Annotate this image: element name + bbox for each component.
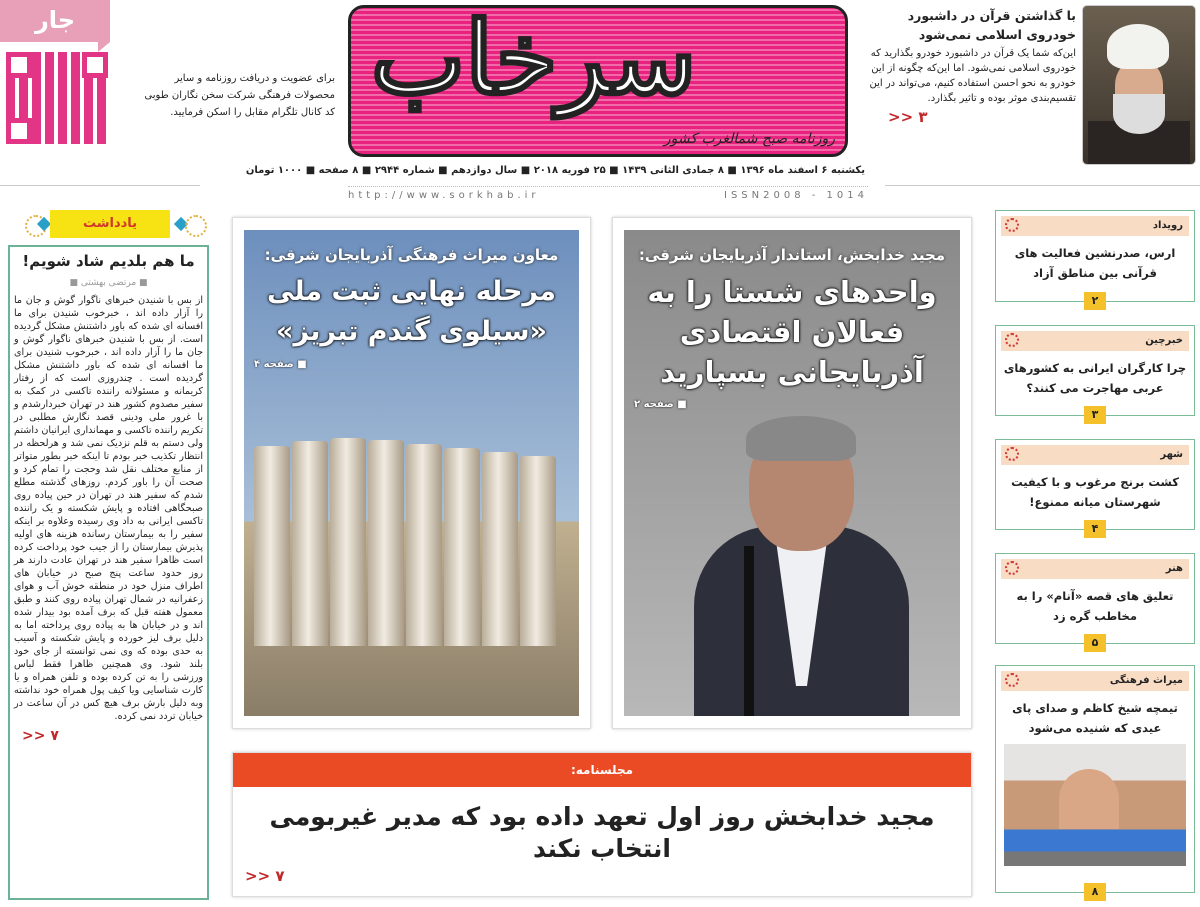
sidebar-item[interactable] [995,210,1195,307]
ornament-icon [1005,218,1019,232]
top-story [858,6,1076,126]
logo-title: سرخاب [371,5,697,117]
note-more-link[interactable]: ۷ << [22,728,59,744]
sidebar-category: شهر [1160,449,1183,460]
sidebar-title[interactable]: تعلیق های قصه «آنام» را به مخاطب گره زد [1016,589,1174,623]
top-story-body: این‌که شما یک قرآن در داشبورد خودرو بگذارید که خودروی اسلامی نمی‌شود. اما این‌که چگونه از این خودرو به نحو احسن استفاده کنیم، می‌تواند در این تقسیم‌بندی موثر بوده و تاثیر بگذارد. [869,48,1076,104]
page-number-badge: ۲ [1084,292,1106,310]
feature-page-ref[interactable]: ■ صفحه ۴ [254,359,307,370]
bottom-story-headline[interactable]: مجید خدابخش روز اول تعهد داده بود که مدیر غیربومی انتخاب نکند [269,802,935,863]
logo-subtitle: روزنامه صبح شمالغرب کشور [663,131,835,147]
sidebar-item[interactable] [995,325,1195,421]
feature-card-silo[interactable] [232,217,591,729]
governor-photo [624,230,960,716]
feature-headline[interactable]: واحدهای شستا را به فعالان اقتصادی آذربایجانی بسپارید [647,275,937,389]
timcheh-photo [1004,744,1186,866]
note-tag: یادداشت [50,210,170,238]
ornament-icon [1005,333,1019,347]
ornament-icon [185,215,207,237]
page-number-badge: ۸ [1084,883,1106,901]
sidebar-category: خبرچین [1145,335,1183,346]
top-story-photo [1082,5,1196,165]
bottom-story[interactable] [232,752,972,897]
sidebar-item[interactable] [995,665,1195,898]
note-author: ■ مرتضی بهشتی ■ [69,278,148,288]
page-number-badge: ۵ [1084,634,1106,652]
feature-headline[interactable]: مرحله نهایی ثبت ملی «سیلوی گندم تبریز» [267,276,556,347]
feature-card-governor[interactable] [612,217,972,729]
divider [885,185,1200,186]
issn: ISSN2008 - 1014 [724,190,868,201]
divider [0,185,200,186]
page-number-badge: ۳ [1084,406,1106,424]
sidebar-title[interactable]: ارس، صدرنشین فعالیت های قرآنی بین مناطق آزاد [1014,246,1176,280]
page-number-badge: ۴ [1084,520,1106,538]
qr-code[interactable] [6,52,108,144]
sidebar-category: رویداد [1152,220,1183,231]
editorial-note [5,210,212,900]
sidebar-category: میراث فرهنگی [1109,675,1183,686]
sidebar-category: هنر [1165,563,1183,574]
note-body: از بس با شنیدن خبرهای ناگوار گوش و جان ما را آزار داده اند ، خبرخوب شنیدن برای ما افسانه ای شده که باور داشتنش مشکل گردیده است. از بس با شنیدن خبرهای ناگوار گوش و جان ما را آزار داده اند ، خبرخوب شنیدن برای ما افسانه ای شده که باور داشتنش مشکل گردیده است . چندروزی است که از رفتار کریمانه و مسئولانه راننده تاکسی در کمک به سفیر مصدوم کشور هند در تهران خبردارشدم و با غرور ملی ودینی قصد نگارش مطلبی در تکریم راننده تاکسی و مهمانداری ایرانیان داشتم ولی دستم به قلم نزدیک نمی شد و هرلحظه در انتظار تکذیب خبر بودم تا اینکه خبر بطور متواتر از منابع مختلف نقل شد وحجت را تمام کرد و صحت آن را باور کردم. روزهای گذشته مطلع شدم که سفیر هند در تهران در حین پیاده روی صبحگاهی افتاده و پایش شکسته و یک راننده تاکسی ایرانی به داد وی رسیده وعلاوه بر اینکه سفیر را به بیمارستان رسانده هزینه های اولیه پذیرش بیمارستان را از جیب خود پرداخت کرده است ظاهرا سفیر هند در تهران عادت دارند هر روز حدود ساعت پنج صبح در خیابان های اطراف منزل خود در منطقه خوش آب و هوای زعفرانیه در شمال تهران پیاده روی کنند و طبق معمول هفته قبل که برف آمده بود بیدار شده اند و در خیابان ها به پیاده روی پرداخته اما به دلیل برف لیز خورده و پایش شکسته و آسیب به حدی بوده که وی نمی توانسته از جای خود بلند شود. وی همچنین ظاهرا فقط لباس ورزشی را به تن کرده بوده و تلفن همراه و یا کارت شناسایی ویا کیف پول همراه خود نداشته وبه دلیل بارش برف هیچ کس در آن ساعت در خیابان تردد نمی کرده. [14,295,203,722]
top-story-more-link[interactable]: ۳ << [888,108,928,126]
note-title[interactable]: ما هم بلدیم شاد شویم! [22,252,195,270]
sidebar-title[interactable]: کشت برنج مرغوب و با کیفیت شهرستان میانه ممنوع! [1011,475,1179,509]
sidebar-item[interactable] [995,553,1195,649]
telegram-promo: برای عضویت و دریافت روزنامه و سایر محصولات فرهنگی شرکت سخن نگاران طوبی کد کانال تلگرام مقابل را اسکن فرمایید. [144,73,335,118]
sidebar-title[interactable]: چرا کارگران ایرانی به کشورهای عربی مهاجرت می کنند؟ [1003,361,1187,395]
url-row [348,186,868,201]
newspaper-logo [348,5,848,157]
sidebar-title[interactable]: تیمچه شیخ کاظم و صدای پای عیدی که شنیده می‌شود [1012,701,1178,735]
feature-page-ref[interactable]: ■ صفحه ۲ [634,399,687,410]
bottom-story-section: مجلسنامه: [233,753,971,787]
ornament-icon [1005,447,1019,461]
top-story-headline[interactable]: با گذاشتن قرآن در داشبورد خودروی اسلامی نمی‌شود [907,8,1076,42]
sidebar-item[interactable] [995,439,1195,535]
ornament-icon [1005,561,1019,575]
dateline: یکشنبه ۶ اسفند ماه ۱۳۹۶ ■ ۸ جمادی الثانی ۱۴۳۹ ■ ۲۵ فوریه ۲۰۱۸ ■ سال دوازدهم ■ شماره ۲۹۴۴ ■ ۸ صفحه ■ ۱۰۰۰ تومان [245,165,865,176]
corner-tag: جار [0,0,110,42]
feature-kicker: معاون میراث فرهنگی آذربایجان شرقی: [264,246,559,264]
website-link[interactable]: http://www.sorkhab.ir [348,190,540,201]
silo-photo [244,230,579,716]
bottom-story-more-link[interactable]: ۷ << [245,867,285,885]
ornament-icon [1005,673,1019,687]
feature-kicker: مجید خدابخش، استاندار آذربایجان شرقی: [638,246,946,264]
